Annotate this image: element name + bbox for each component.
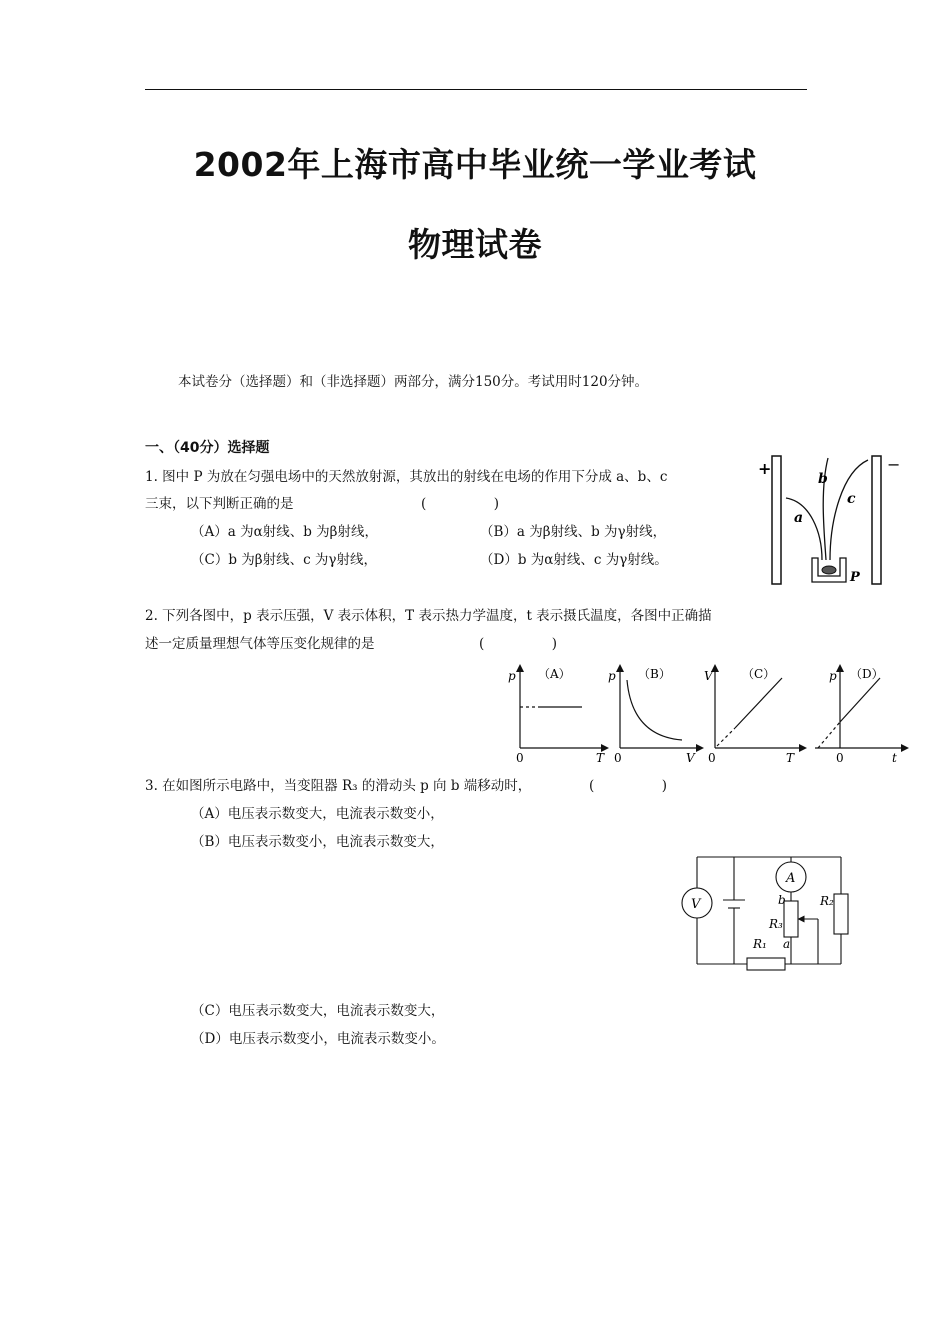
q1-option-b: （B）a 为β射线、b 为γ射线， bbox=[480, 524, 667, 540]
voltmeter-label: V bbox=[691, 897, 701, 912]
header-rule bbox=[145, 89, 807, 90]
exam-title: 2002年上海市高中毕业统一学业考试 bbox=[193, 145, 757, 184]
source-label: P bbox=[850, 570, 860, 585]
graph-b-x-label: V bbox=[686, 751, 695, 765]
graph-a-title: （A） bbox=[538, 667, 571, 681]
q3-option-d: （D）电压表示数变小，电流表示数变小。 bbox=[191, 1031, 445, 1047]
graph-b-title: （B） bbox=[638, 667, 671, 681]
graph-d-x-label: t bbox=[892, 751, 897, 765]
graph-a-y-label: p bbox=[508, 669, 516, 683]
graph-a bbox=[508, 667, 605, 765]
q1-answer-blank: ( ) bbox=[421, 496, 500, 512]
q1-option-c: （C）b 为β射线、c 为γ射线， bbox=[191, 552, 377, 568]
ray-a-label: a bbox=[794, 510, 804, 526]
r2-label: R₂ bbox=[820, 894, 834, 908]
q3-stem: 3. 在如图所示电路中，当变阻器 R₃ 的滑动头 p 向 b 端移动时， bbox=[145, 778, 532, 794]
ray-c-path bbox=[830, 460, 868, 560]
graph-a-x-label: T bbox=[596, 751, 605, 765]
resistor-r1 bbox=[747, 958, 785, 970]
end-b-label: b bbox=[778, 893, 786, 907]
r1-label: R₁ bbox=[753, 937, 767, 951]
graph-c-origin: 0 bbox=[708, 751, 716, 765]
q3-option-a: （A）电压表示数变大，电流表示数变小， bbox=[191, 806, 444, 822]
q1-stem-line1: 1. 图中 P 为放在匀强电场中的天然放射源，其放出的射线在电场的作用下分成 a、b、c bbox=[145, 469, 668, 485]
plus-terminal: + bbox=[758, 459, 772, 478]
graph-b-y-label: p bbox=[608, 669, 616, 683]
q1-radiation-figure bbox=[750, 450, 910, 590]
graph-c-y-label: V bbox=[704, 669, 713, 683]
intro-text: 本试卷分（选择题）和（非选择题）两部分，满分150分。考试用时120分钟。 bbox=[178, 374, 649, 390]
graph-b bbox=[608, 667, 700, 765]
exam-subtitle: 物理试卷 bbox=[408, 225, 542, 264]
graph-b-origin: 0 bbox=[614, 751, 622, 765]
graph-d-y-label: p bbox=[829, 669, 837, 683]
q2-answer-blank: ( ) bbox=[479, 636, 558, 652]
graph-d bbox=[815, 667, 905, 765]
ray-a-path bbox=[786, 498, 822, 560]
r3-label: R₃ bbox=[769, 917, 783, 931]
resistor-r2 bbox=[834, 894, 848, 934]
graph-d-title: （D） bbox=[850, 667, 884, 681]
q1-stem-line2: 三束，以下判断正确的是 bbox=[145, 496, 294, 512]
source-material bbox=[822, 566, 836, 574]
q3-option-c: （C）电压表示数变大，电流表示数变大， bbox=[191, 1003, 445, 1019]
resistor-r3 bbox=[784, 901, 798, 937]
minus-terminal: − bbox=[887, 455, 901, 474]
q1-option-a: （A）a 为α射线、b 为β射线， bbox=[191, 524, 378, 540]
graph-c bbox=[704, 667, 803, 765]
positive-plate bbox=[772, 456, 781, 584]
ray-b-label: b bbox=[818, 471, 828, 487]
negative-plate bbox=[872, 456, 881, 584]
q2-graphs bbox=[500, 660, 910, 770]
graph-d-origin: 0 bbox=[836, 751, 844, 765]
graph-c-title: （C） bbox=[742, 667, 776, 681]
q2-stem-line1: 2. 下列各图中，p 表示压强，V 表示体积，T 表示热力学温度，t 表示摄氏温度，各图中正确描 bbox=[145, 608, 712, 624]
graph-c-x-label: T bbox=[786, 751, 795, 765]
graph-a-origin: 0 bbox=[516, 751, 524, 765]
q3-option-b: （B）电压表示数变小，电流表示数变大， bbox=[191, 834, 444, 850]
q1-option-d: （D）b 为α射线、c 为γ射线。 bbox=[480, 552, 668, 568]
q3-answer-blank: ( ) bbox=[589, 778, 668, 794]
ammeter-label: A bbox=[786, 871, 796, 886]
q2-stem-line2: 述一定质量理想气体等压变化规律的是 bbox=[145, 636, 375, 652]
section-heading: 一、（40分）选择题 bbox=[145, 440, 270, 456]
ray-c-label: c bbox=[847, 491, 856, 507]
end-a-label: a bbox=[783, 937, 791, 951]
q3-circuit-diagram bbox=[675, 850, 850, 975]
